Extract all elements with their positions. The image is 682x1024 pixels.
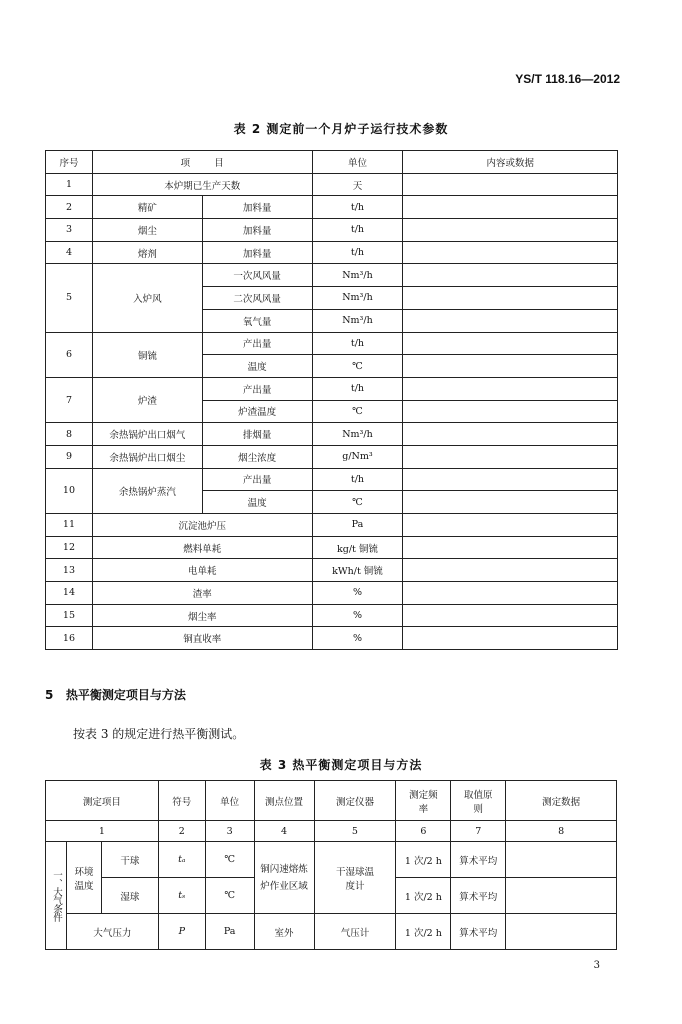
table-header-row [46, 781, 617, 821]
cell-content [403, 627, 618, 650]
col-number: 5 [314, 821, 396, 842]
cell-unit: t/h [312, 377, 403, 400]
table-row [46, 842, 617, 878]
table-row [46, 264, 618, 287]
cell-no: 10 [46, 468, 93, 513]
cell-unit: g/Nm³ [312, 445, 403, 468]
table-row [46, 604, 618, 627]
cell-freq: 1 次/2 h [396, 878, 451, 914]
cell-sub: 二次风风量 [202, 287, 312, 310]
cell-instrument: 干湿球温度计 [314, 842, 396, 914]
cell-sub: 烟尘浓度 [202, 445, 312, 468]
cell-sub: 温度 [202, 355, 312, 378]
table3 [45, 780, 617, 950]
cell-no: 8 [46, 423, 93, 446]
cell-no: 3 [46, 219, 93, 242]
cell-unit: t/h [312, 196, 403, 219]
cell-sub: 加料量 [202, 241, 312, 264]
cell-content [403, 491, 618, 514]
cell-sub: 加料量 [202, 196, 312, 219]
cell-item: 沉淀池炉压 [92, 514, 312, 537]
table-row [46, 219, 618, 242]
cell-item: 炉渣 [92, 377, 202, 422]
table3-caption: 表 3 热平衡测定项目与方法 [259, 758, 423, 772]
cell-content [403, 468, 618, 491]
cell-sub: 炉渣温度 [202, 400, 312, 423]
col-number: 3 [205, 821, 254, 842]
cell-unit: ℃ [312, 355, 403, 378]
cell-no: 4 [46, 241, 93, 264]
cell-point: 铜闪速熔炼炉作业区域 [254, 842, 314, 914]
cell-item: 渣率 [92, 582, 312, 605]
cell-sub: 产出量 [202, 468, 312, 491]
cell-unit: Nm³/h [312, 423, 403, 446]
header-data: 测定数据 [506, 781, 617, 821]
cell-sub: 加料量 [202, 219, 312, 242]
cell-no: 13 [46, 559, 93, 582]
cell-no: 6 [46, 332, 93, 377]
header-item: 测定项目 [46, 781, 159, 821]
table-row [46, 377, 618, 400]
header-unit: 单位 [312, 151, 403, 174]
cell-content [403, 400, 618, 423]
table2 [45, 150, 618, 650]
cell-sub: 温度 [202, 491, 312, 514]
col-number: 7 [451, 821, 506, 842]
cell-freq: 1 次/2 h [396, 914, 451, 950]
cell-unit: ℃ [205, 878, 254, 914]
cell-sub: 一次风风量 [202, 264, 312, 287]
table-row [46, 914, 617, 950]
cell-no: 5 [46, 264, 93, 332]
cell-content [403, 196, 618, 219]
cell-no: 14 [46, 582, 93, 605]
cell-item: 入炉风 [92, 264, 202, 332]
table-row [46, 241, 618, 264]
col-number: 8 [506, 821, 617, 842]
table-row [46, 196, 618, 219]
cell-content [403, 173, 618, 196]
cell-item: 本炉期已生产天数 [92, 173, 312, 196]
section-5-text: 按表 3 的规定进行热平衡测试。 [73, 727, 245, 741]
cell-content [403, 423, 618, 446]
cell-content [403, 514, 618, 537]
cell-symbol: tₐ [158, 842, 205, 878]
cell-unit: Pa [312, 514, 403, 537]
table-row [46, 559, 618, 582]
table-row [46, 582, 618, 605]
cell-content [403, 355, 618, 378]
cell-content [403, 241, 618, 264]
cell-item: 烟尘 [92, 219, 202, 242]
cell-content [403, 377, 618, 400]
cell-content [403, 264, 618, 287]
category-label: 一、大气条件 [46, 842, 67, 950]
cell-item: 电单耗 [92, 559, 312, 582]
col-number: 2 [158, 821, 205, 842]
cell-content [403, 582, 618, 605]
cell-unit: Pa [205, 914, 254, 950]
cell-item: 余热锅炉出口烟气 [92, 423, 202, 446]
cell-unit: Nm³/h [312, 309, 403, 332]
cell-data [506, 878, 617, 914]
table-row [46, 514, 618, 537]
cell-no: 15 [46, 604, 93, 627]
column-number-row [46, 821, 617, 842]
table-row [46, 468, 618, 491]
cell-item: 铜直收率 [92, 627, 312, 650]
header-instrument: 测定仪器 [314, 781, 396, 821]
cell-unit: t/h [312, 332, 403, 355]
header-symbol: 符号 [158, 781, 205, 821]
cell-item: 熔剂 [92, 241, 202, 264]
col-number: 4 [254, 821, 314, 842]
table-row [46, 423, 618, 446]
col-number: 1 [46, 821, 159, 842]
env-temp-label: 环境温度 [67, 842, 102, 914]
table-row [46, 173, 618, 196]
cell-name: 干球 [101, 842, 158, 878]
cell-instrument: 气压计 [314, 914, 396, 950]
cell-unit: t/h [312, 219, 403, 242]
table-header-row [46, 151, 618, 174]
cell-point: 室外 [254, 914, 314, 950]
cell-content [403, 445, 618, 468]
cell-name: 大气压力 [67, 914, 159, 950]
cell-data [506, 914, 617, 950]
section-5-title: 5 热平衡测定项目与方法 [45, 688, 186, 702]
cell-item: 余热锅炉蒸汽 [92, 468, 202, 513]
cell-no: 1 [46, 173, 93, 196]
col-number: 6 [396, 821, 451, 842]
header-no: 序号 [46, 151, 93, 174]
cell-principle: 算术平均 [451, 914, 506, 950]
table-row [46, 627, 618, 650]
cell-content [403, 604, 618, 627]
header-item: 项 目 [92, 151, 312, 174]
cell-name: 湿球 [101, 878, 158, 914]
cell-no: 7 [46, 377, 93, 422]
cell-unit: Nm³/h [312, 287, 403, 310]
header-unit: 单位 [205, 781, 254, 821]
cell-symbol: P [158, 914, 205, 950]
cell-item: 燃料单耗 [92, 536, 312, 559]
cell-no: 16 [46, 627, 93, 650]
cell-content [403, 332, 618, 355]
table-row [46, 536, 618, 559]
cell-no: 9 [46, 445, 93, 468]
page-number: 3 [593, 960, 600, 971]
cell-unit: 天 [312, 173, 403, 196]
cell-content [403, 219, 618, 242]
cell-unit: kWh/t 铜锍 [312, 559, 403, 582]
cell-freq: 1 次/2 h [396, 842, 451, 878]
cell-data [506, 842, 617, 878]
cell-unit: % [312, 627, 403, 650]
table2-caption: 表 2 测定前一个月炉子运行技术参数 [233, 122, 449, 136]
cell-principle: 算术平均 [451, 842, 506, 878]
cell-unit: t/h [312, 241, 403, 264]
cell-item: 余热锅炉出口烟尘 [92, 445, 202, 468]
cell-principle: 算术平均 [451, 878, 506, 914]
cell-no: 12 [46, 536, 93, 559]
cell-no: 11 [46, 514, 93, 537]
cell-sub: 氧气量 [202, 309, 312, 332]
cell-unit: Nm³/h [312, 264, 403, 287]
cell-item: 精矿 [92, 196, 202, 219]
cell-unit: t/h [312, 468, 403, 491]
cell-unit: ℃ [312, 491, 403, 514]
cell-content [403, 536, 618, 559]
standard-code: YS/T 118.16—2012 [515, 72, 620, 86]
cell-content [403, 309, 618, 332]
table-row [46, 332, 618, 355]
header-content: 内容或数据 [403, 151, 618, 174]
cell-sub: 排烟量 [202, 423, 312, 446]
cell-content [403, 559, 618, 582]
cell-sub: 产出量 [202, 332, 312, 355]
cell-item: 铜锍 [92, 332, 202, 377]
cell-no: 2 [46, 196, 93, 219]
cell-unit: ℃ [205, 842, 254, 878]
cell-unit: % [312, 604, 403, 627]
cell-unit: kg/t 铜锍 [312, 536, 403, 559]
header-freq: 测定频率 [396, 781, 451, 821]
header-principle: 取值原则 [451, 781, 506, 821]
cell-item: 烟尘率 [92, 604, 312, 627]
cell-content [403, 287, 618, 310]
header-point: 测点位置 [254, 781, 314, 821]
cell-sub: 产出量 [202, 377, 312, 400]
cell-unit: ℃ [312, 400, 403, 423]
cell-unit: % [312, 582, 403, 605]
cell-symbol: tₛ [158, 878, 205, 914]
table-row [46, 445, 618, 468]
